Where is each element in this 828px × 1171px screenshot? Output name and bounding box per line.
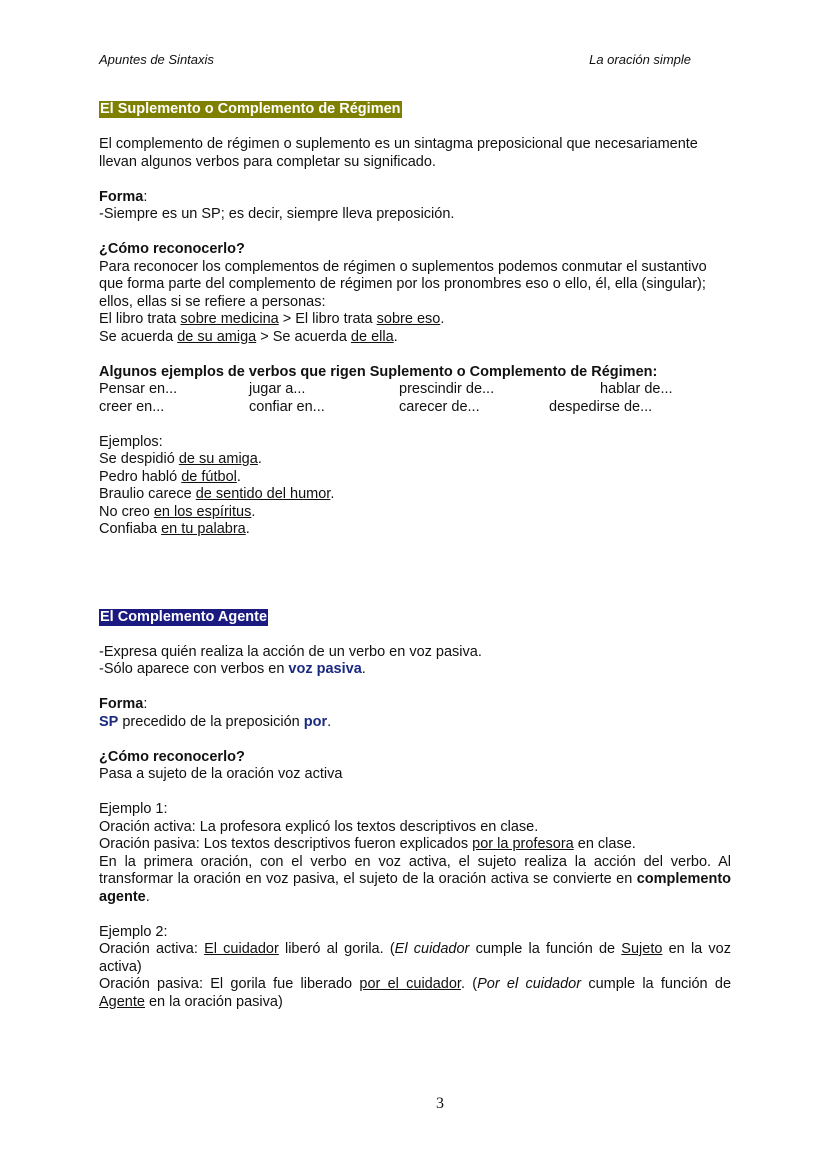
example-line: Se despidió de su amiga.: [99, 451, 262, 467]
ejemplo1-explicacion: En la primera oración, con el verbo en voz activa, el sujeto realiza la acción del verbo. Al transformar la oración en voz pasiva, el sujeto de la oración activa se convierte en complemento agente.: [99, 853, 731, 905]
verb-item: jugar a...: [249, 381, 306, 397]
verb-item: creer en...: [99, 398, 165, 415]
verb-item: Pensar en...: [99, 381, 178, 397]
suplemento-example-b: Se acuerda de su amiga > Se acuerda de ella.: [99, 328, 398, 345]
header-right: La oración simple: [589, 52, 691, 67]
suplemento-como-label: ¿Cómo reconocerlo?: [99, 241, 245, 257]
verb-item: confiar en...: [249, 398, 325, 415]
example-line: Braulio carece de sentido del humor.: [99, 486, 335, 502]
ejemplo2-activa: Oración activa: El cuidador liberó al gorila. (El cuidador cumple la función de Sujeto en la voz activa): [99, 941, 731, 975]
page-number: 3: [436, 1095, 444, 1112]
example-line: Pedro habló de fútbol.: [99, 468, 241, 485]
verbs-grid: [99, 381, 731, 416]
suplemento-forma-line: Forma:: [99, 188, 148, 205]
ejemplo1-activa: Oración activa: La profesora explicó los textos descriptivos en clase.: [99, 818, 539, 835]
example-line: Confiaba en tu palabra.: [99, 521, 250, 537]
verb-item: despedirse de...: [549, 398, 653, 415]
example-line: No creo en los espíritus.: [99, 503, 256, 520]
agente-como-label: ¿Cómo reconocerlo?: [99, 748, 245, 765]
verb-item: prescindir de...: [399, 381, 495, 397]
agente-forma-text: SP precedido de la preposición por.: [99, 713, 332, 730]
suplemento-example-a: El libro trata sobre medicina > El libro trata sobre eso.: [99, 311, 445, 327]
header-left: Apuntes de Sintaxis: [99, 52, 214, 67]
verb-item: hablar de...: [600, 381, 673, 397]
ejemplo1-label: Ejemplo 1:: [99, 801, 168, 817]
agente-line1: -Expresa quién realiza la acción de un verbo en voz pasiva.: [99, 643, 482, 660]
ejemplo2-pasiva: Oración pasiva: El gorila fue liberado por el cuidador. (Por el cuidador cumple la función de Agente en la oración pasiva): [99, 976, 732, 1010]
verbs-title: Algunos ejemplos de verbos que rigen Suplemento o Complemento de Régimen:: [99, 363, 658, 380]
examples-label: Ejemplos:: [99, 433, 163, 450]
forma-label: Forma: [99, 188, 144, 205]
agente-como-text: Pasa a sujeto de la oración voz activa: [99, 766, 343, 782]
page-content: [99, 101, 731, 1011]
ejemplo1-pasiva: Oración pasiva: Los textos descriptivos fueron explicados por la profesora en clase.: [99, 836, 636, 852]
suplemento-intro: El complemento de régimen o suplemento es un sintagma preposicional que necesariamente llevan algunos verbos para completar su significado.: [99, 136, 698, 170]
section-title-suplemento: El Suplemento o Complemento de Régimen: [100, 101, 401, 117]
verb-item: carecer de...: [399, 398, 480, 415]
ejemplo2-label: Ejemplo 2:: [99, 923, 168, 940]
suplemento-forma-text: -Siempre es un SP; es decir, siempre lleva preposición.: [99, 206, 455, 222]
agente-line2: -Sólo aparece con verbos en voz pasiva.: [99, 661, 366, 677]
section-title-agente: El Complemento Agente: [100, 608, 268, 625]
suplemento-como-text: Para reconocer los complementos de régimen o suplementos podemos conmutar el sustantivo que forma parte del complemento de régimen por los pronombres eso o ello, él, ella (singular); ellos, ellas si se refiere a personas:: [99, 258, 707, 310]
agente-forma-line: Forma:: [99, 696, 148, 712]
